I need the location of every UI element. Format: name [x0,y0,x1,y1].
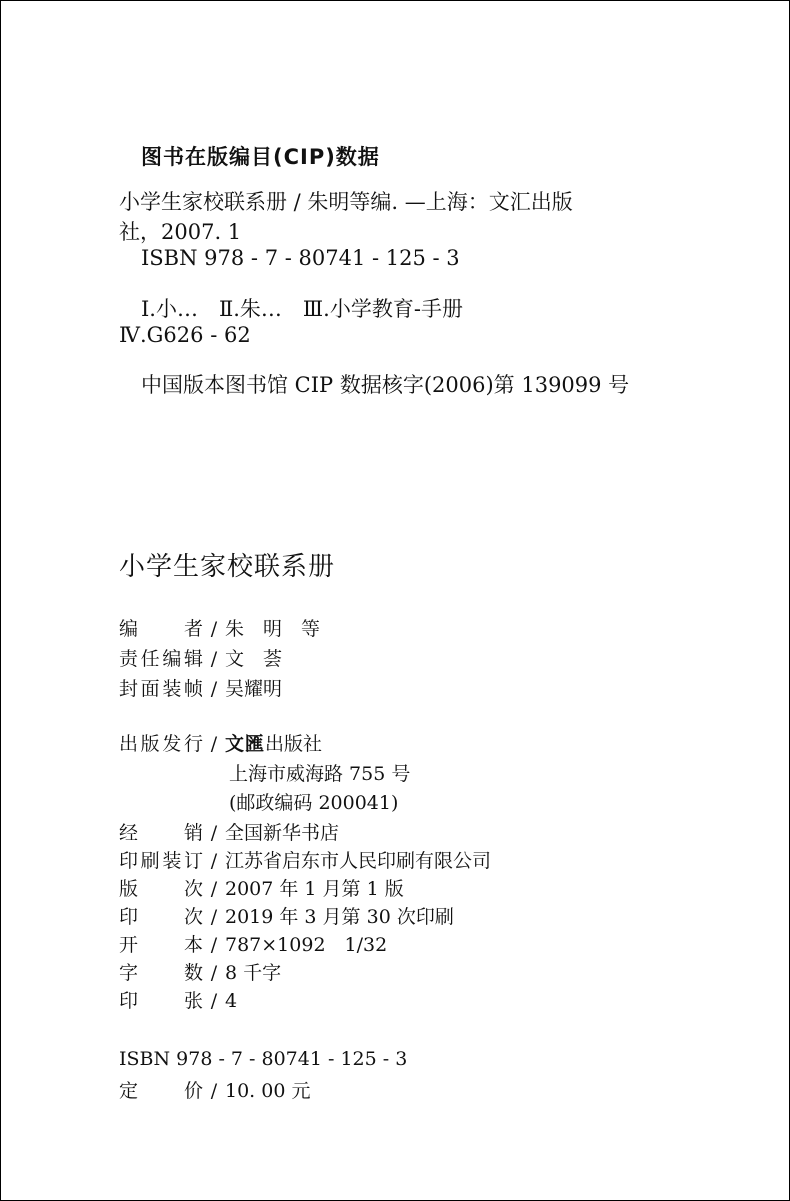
detail-row-edition [119,874,404,901]
separator: / [210,990,218,1012]
separator: / [210,878,218,900]
separator: / [210,618,218,640]
separator: / [210,648,218,670]
detail-value: 2007 年 1 月第 1 版 [225,878,404,900]
detail-label: 版次 [119,878,203,900]
publisher-name-suffix: 出版社 [265,733,323,755]
separator: / [210,962,218,984]
detail-value: 江苏省启东市人民印刷有限公司 [225,850,492,872]
detail-value: 2019 年 3 月第 30 次印刷 [225,906,454,928]
detail-value: 787×1092 1/32 [225,934,388,956]
credit-label: 责任编辑 [119,648,203,670]
credit-row-editor [119,614,320,641]
detail-row-format [119,930,387,957]
cip-isbn: ISBN 978 - 7 - 80741 - 125 - 3 [141,246,460,270]
cip-classification-2: Ⅳ.G626 - 62 [119,323,251,347]
separator: / [210,934,218,956]
detail-row-sheets [119,986,237,1013]
cip-classification-1: Ⅰ.小… Ⅱ.朱… Ⅲ.小学教育-手册 [141,297,463,321]
separator: / [210,678,218,700]
detail-row-word-count [119,958,281,985]
detail-value: 全国新华书店 [225,822,340,844]
detail-row-distributor [119,818,339,845]
credit-value: 吴耀明 [225,678,283,700]
publisher-logo: 文匯 [225,733,266,755]
cip-heading: 图书在版编目(CIP)数据 [141,145,380,169]
detail-value: 8 千字 [225,962,282,984]
price-value: 10. 00 元 [225,1080,311,1102]
credit-label: 编者 [119,618,203,640]
credit-row-cover-design [119,674,282,701]
detail-label: 印刷装订 [119,850,203,872]
detail-row-printing [119,902,454,929]
cip-line-1: 小学生家校联系册 / 朱明等编. —上海：文汇出版 [119,190,573,214]
detail-label: 经销 [119,822,203,844]
detail-label: 字数 [119,962,203,984]
separator: / [210,733,218,755]
detail-label: 开本 [119,934,203,956]
credit-label: 封面装帧 [119,678,203,700]
publisher-row [119,729,322,756]
detail-value: 4 [225,990,238,1012]
cip-number: 中国版本图书馆 CIP 数据核字(2006)第 139099 号 [141,373,630,397]
separator: / [210,822,218,844]
detail-label: 印张 [119,990,203,1012]
separator: / [210,1080,218,1102]
footer-isbn: ISBN 978 - 7 - 80741 - 125 - 3 [119,1048,408,1070]
separator: / [210,906,218,928]
publisher-postcode: (邮政编码 200041) [229,792,399,814]
detail-row-printer [119,846,491,873]
publisher-address: 上海市威海路 755 号 [229,763,411,785]
price-row [119,1076,310,1103]
price-label: 定价 [119,1080,203,1102]
cip-line-2: 社，2007. 1 [119,220,242,244]
book-title: 小学生家校联系册 [119,552,336,582]
separator: / [210,850,218,872]
credit-value: 文 荟 [225,648,283,670]
credit-row-responsible-editor [119,644,282,671]
publisher-label: 出版发行 [119,733,203,755]
detail-label: 印次 [119,906,203,928]
credit-value: 朱 明 等 [225,618,321,640]
